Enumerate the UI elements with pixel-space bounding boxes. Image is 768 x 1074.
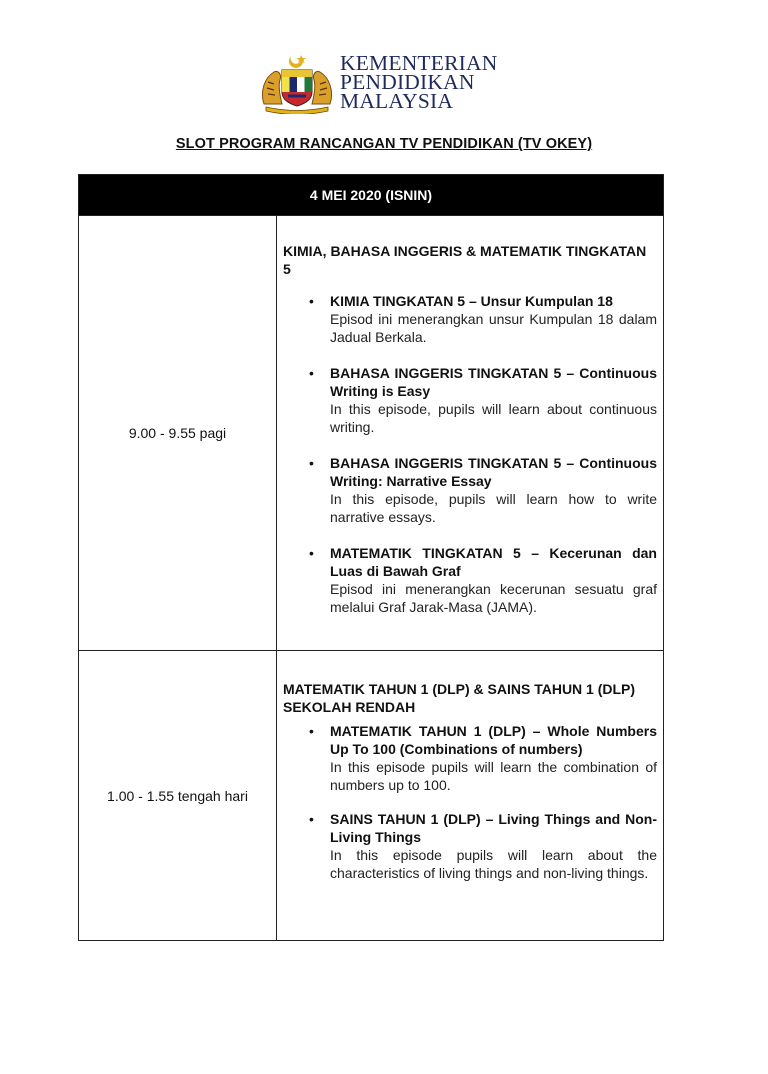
bullet-icon: • (309, 365, 314, 381)
episode-description: In this episode, pupils will learn how to write narrative essays. (330, 491, 657, 525)
program-title: KIMIA, BAHASA INGGERIS & MATEMATIK TINGKATAN 5 (283, 243, 647, 277)
ministry-line-2: PENDIDIKAN (340, 70, 475, 94)
episode-title: BAHASA INGGERIS TINGKATAN 5 – Continuous Writing: Narrative Essay (330, 455, 657, 489)
ministry-name (340, 51, 498, 113)
ministry-line-3: MALAYSIA (340, 89, 454, 113)
schedule-table (78, 174, 664, 941)
episode-description: Episod ini menerangkan kecerunan sesuatu graf melalui Graf Jarak-Masa (JAMA). (330, 581, 657, 615)
document-title: SLOT PROGRAM RANCANGAN TV PENDIDIKAN (TV OKEY) (175, 136, 593, 152)
malaysia-coat-of-arms-icon (258, 52, 336, 114)
episode-description: In this episode pupils will learn the combination of numbers up to 100. (330, 759, 657, 793)
list-item (283, 454, 657, 526)
list-item (283, 722, 657, 794)
table-row (79, 650, 663, 940)
episode-title: BAHASA INGGERIS TINGKATAN 5 – Continuous Writing is Easy (330, 365, 657, 399)
episode-title: KIMIA TINGKATAN 5 – Unsur Kumpulan 18 (330, 293, 613, 309)
bullet-icon: • (309, 455, 314, 471)
bullet-icon: • (309, 545, 314, 561)
date-header: 4 MEI 2020 (ISNIN) (79, 175, 663, 215)
episode-title: MATEMATIK TINGKATAN 5 – Kecerunan dan Luas di Bawah Graf (330, 545, 657, 579)
ministry-line-1: KEMENTERIAN (340, 51, 498, 75)
time-slot: 1.00 - 1.55 tengah hari (79, 651, 277, 940)
bullet-icon: • (309, 723, 314, 739)
bullet-icon: • (309, 811, 314, 827)
episode-title: MATEMATIK TAHUN 1 (DLP) – Whole Numbers Up To 100 (Combinations of numbers) (330, 723, 657, 757)
program-title: MATEMATIK TAHUN 1 (DLP) & SAINS TAHUN 1 (DLP) SEKOLAH RENDAH (283, 681, 636, 715)
episode-description: In this episode pupils will learn about the characteristics of living things and non-living things. (330, 847, 657, 881)
list-item (283, 810, 657, 882)
episode-title: SAINS TAHUN 1 (DLP) – Living Things and Non-Living Things (330, 811, 657, 845)
time-slot: 9.00 - 9.55 pagi (79, 216, 277, 650)
episode-description: Episod ini menerangkan unsur Kumpulan 18 dalam Jadual Berkala. (330, 311, 657, 345)
episode-description: In this episode, pupils will learn about continuous writing. (330, 401, 657, 435)
program-cell (277, 651, 663, 940)
table-row (79, 215, 663, 650)
ministry-logo (258, 52, 520, 116)
list-item (283, 292, 657, 346)
list-item (283, 544, 657, 616)
list-item (283, 364, 657, 436)
bullet-icon: • (309, 293, 314, 309)
program-cell (277, 216, 663, 650)
